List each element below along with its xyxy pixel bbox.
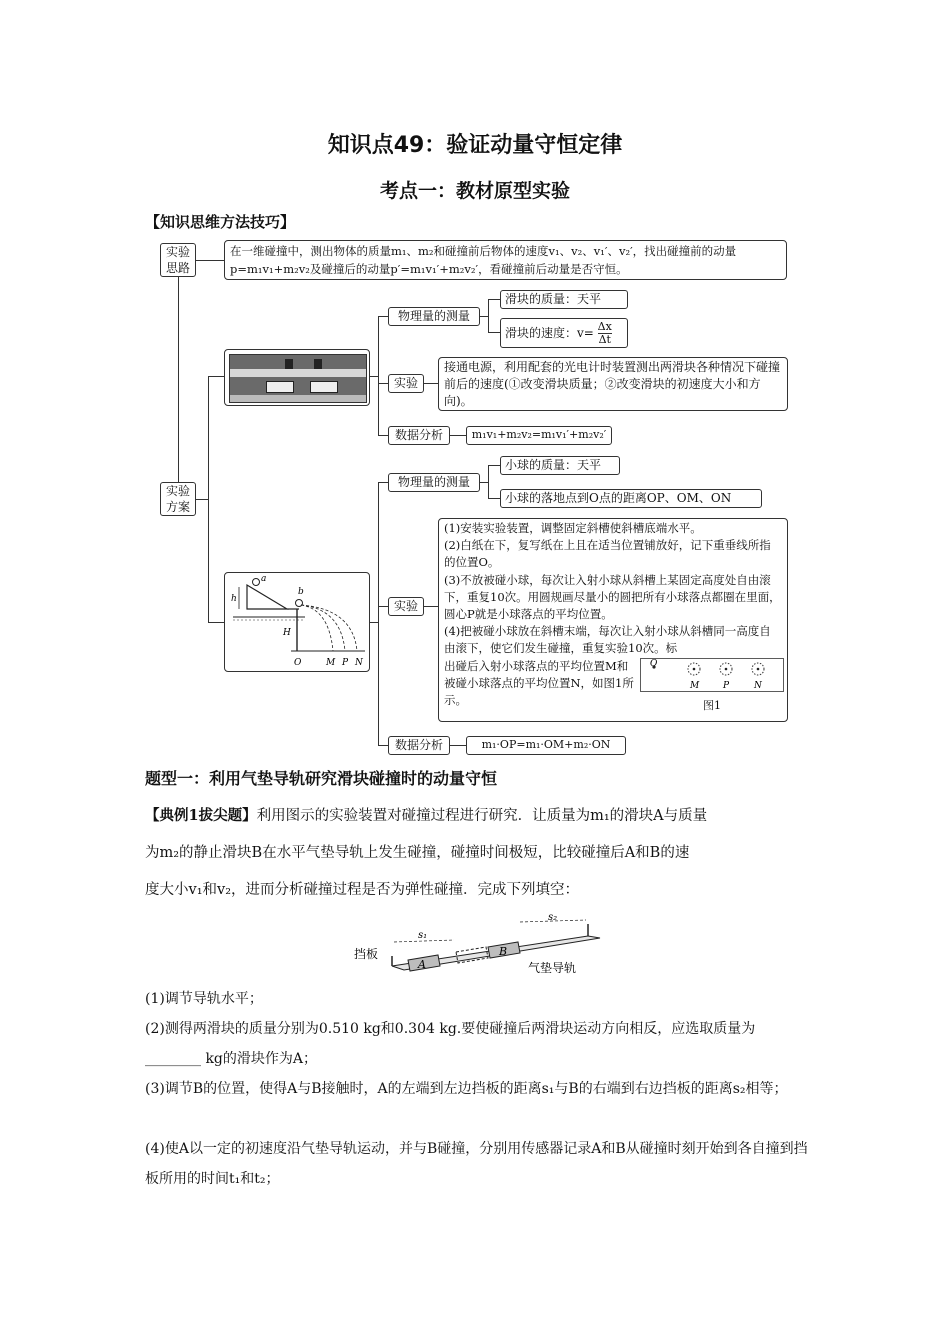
air-track-diagram: [352, 910, 612, 978]
a-data-text: m₁v₁+m₂v₂=m₁v₁′+m₂v₂′: [466, 426, 612, 445]
chute-apparatus-frame: [224, 572, 370, 672]
b-mass-text: 小球的质量：天平: [500, 456, 620, 475]
speed-denominator: Δt: [598, 333, 611, 346]
figure-1-caption: 图1: [703, 698, 721, 712]
chute-apparatus-diagram: [225, 573, 369, 671]
label-a: a: [261, 574, 267, 584]
b-step-2: (2)白纸在下，复写纸在上且在适当位置铺放好，记下重垂线所指的位置O。: [444, 538, 771, 570]
rail-label: 气垫导轨: [528, 961, 577, 975]
page-subtitle: 考点一：教材原型实验: [379, 180, 570, 202]
b-step-4: (4)把被碰小球放在斜槽末端，每次让入射小球从斜槽同一高度自由滚下，使它们发生碰撞，重复实验10次。标: [444, 624, 771, 656]
b-step-4-tail: 出碰后入射小球落点的平均位置M和被碰小球落点的平均位置N，如图1所示。: [444, 658, 634, 708]
landing-points-diagram: [640, 658, 784, 694]
idea-text: 在一维碰撞中，测出物体的质量m₁、m₂和碰撞前后物体的速度v₁、v₂、v₁′、v₂′，找出碰撞前的动量p=m₁v₁+m₂v₂及碰撞后的动量p′=m₁v₁′+m₂v₂′，看碰撞前后动量是否守恒。: [224, 240, 787, 280]
label-M: M: [326, 658, 336, 668]
plan-label: 实验方案: [160, 482, 196, 516]
slider-A-label: A: [418, 958, 426, 971]
s2-label: s₂: [548, 912, 558, 923]
example-tag: 【典例1拔尖题】: [145, 807, 257, 824]
question-3: (3)调节B的位置，使得A与B接触时，A的左端到左边挡板的距离s₁与B的右端到右边挡板的距离s₂相等；: [145, 1081, 788, 1097]
label-N: N: [355, 658, 363, 668]
air-track-photo-frame: [224, 349, 370, 406]
a-mass-text: 滑块的质量：天平: [500, 290, 628, 309]
idea-label: 实验思路: [160, 243, 196, 277]
a-exp-text: 接通电源，利用配套的光电计时装置测出两滑块各种情况下碰撞前后的速度(①改变滑块质量；②改变滑块的初速度大小和方向)。: [438, 357, 788, 411]
slider-B-label: B: [499, 945, 508, 958]
label-O: O: [294, 658, 302, 668]
example-line-3: 度大小v₁和v₂，进而分析碰撞过程是否为弹性碰撞．完成下列填空：: [145, 882, 580, 898]
question-1: (1)调节导轨水平；: [145, 991, 263, 1007]
example-line-1: 利用图示的实验装置对碰撞过程进行研究．让质量为m₁的滑块A与质量: [256, 808, 708, 824]
b-step-3: (3)不放被碰小球，每次让入射小球从斜槽上某固定高度处自由滚下，重复10次。用圆规画尽量小的圆把所有小球落点都圈在里面，圆心P就是小球落点的平均位置。: [444, 572, 781, 622]
fig1-label-M: M: [690, 680, 700, 691]
section-label: 【知识思维方法技巧】: [145, 213, 296, 231]
label-H: H: [283, 628, 291, 638]
b-step-1: (1)安装实验装置，调整固定斜槽使斜槽底端水平。: [444, 521, 702, 535]
b-measure-label: 物理量的测量: [388, 473, 480, 492]
figure-1: [640, 658, 784, 710]
a-data-label: 数据分析: [388, 426, 450, 445]
b-exp-box: [438, 518, 788, 722]
s1-label: s₁: [418, 930, 428, 941]
example-line-2: 为m₂的静止滑块B在水平气垫导轨上发生碰撞，碰撞时间极短，比较碰撞后A和B的速: [145, 845, 690, 861]
baffle-label: 挡板: [354, 947, 379, 961]
b-exp-label: 实验: [388, 597, 424, 616]
fig1-label-N: N: [754, 680, 762, 691]
label-P: P: [342, 658, 349, 668]
b-pos-text: 小球的落地点到O点的距离OP、OM、ON: [500, 489, 762, 508]
a-exp-label: 实验: [388, 374, 424, 393]
question-4: (4)使A以一定的初速度沿气垫导轨运动，并与B碰撞，分别用传感器记录A和B从碰撞时刻开始到各自撞到挡板所用的时间t₁和t₂；: [145, 1141, 808, 1187]
page-title: 知识点49：验证动量守恒定律: [327, 133, 623, 158]
b-data-label: 数据分析: [388, 736, 450, 755]
a-speed-box: [500, 318, 628, 348]
b-step-4-tail-row: [444, 658, 782, 710]
question-2: (2)测得两滑块的质量分别为0.510 kg和0.304 kg.要使碰撞后两滑块运动方向相反，应选取质量为________ kg的滑块作为A；: [145, 1021, 756, 1067]
fig1-label-O: O: [650, 658, 658, 669]
speed-numerator: Δx: [597, 320, 612, 333]
fig1-label-P: P: [723, 680, 730, 691]
question-type-heading: 题型一：利用气垫导轨研究滑块碰撞时的动量守恒: [145, 769, 498, 788]
a-speed-text: 滑块的速度：v=: [505, 326, 594, 340]
air-track-figure: [352, 910, 612, 978]
speed-fraction: [598, 321, 612, 346]
air-track-photo: [229, 354, 367, 403]
a-measure-label: 物理量的测量: [388, 307, 480, 326]
b-data-text: m₁·OP=m₁·OM+m₂·ON: [466, 736, 626, 755]
example-paragraph: [145, 797, 810, 909]
label-b: b: [298, 587, 304, 597]
label-h: h: [231, 594, 237, 604]
